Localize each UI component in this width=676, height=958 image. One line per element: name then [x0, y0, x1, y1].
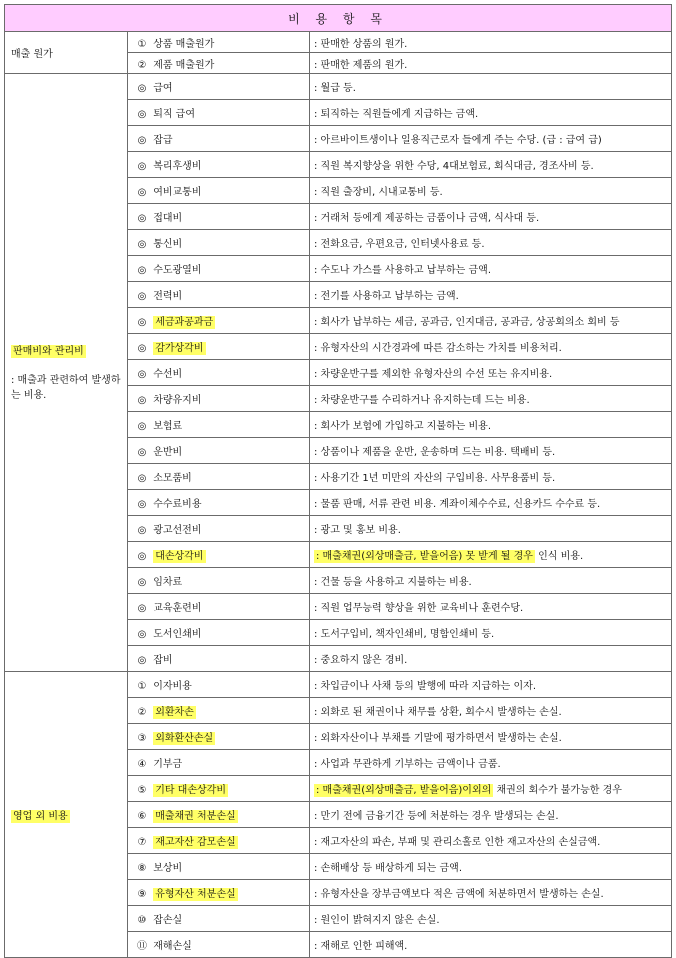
description-cell [310, 594, 672, 620]
item-name: 재해손실 [153, 941, 192, 952]
item-marker: ◎ [137, 265, 147, 276]
description-text: : 건물 등을 사용하고 지불하는 비용. [314, 577, 472, 588]
item-marker: ◎ [137, 161, 147, 172]
description-text: : 유형자산을 장부금액보다 적은 금액에 처분하면서 발생하는 손실. [314, 889, 604, 900]
description-cell [310, 750, 672, 776]
item-marker: ◎ [137, 525, 147, 536]
description-cell [310, 880, 672, 906]
description-text: : 월급 등. [314, 83, 356, 94]
description-cell [310, 932, 672, 958]
item-name: 수선비 [153, 369, 183, 380]
item-marker: ③ [137, 733, 147, 744]
item-name: 재고자산 감모손실 [155, 837, 236, 848]
description-text: : 원인이 밝혀지지 않은 손실. [314, 915, 440, 926]
item-marker: ⑩ [137, 915, 147, 926]
item-marker: ◎ [137, 135, 147, 146]
description-cell [310, 516, 672, 542]
item-name: 기부금 [153, 759, 183, 770]
item-name: 잡급 [153, 135, 173, 146]
item-cell [128, 100, 310, 126]
description-text: : 수도나 가스를 사용하고 납부하는 금액. [314, 265, 492, 276]
item-name: 잡비 [153, 655, 173, 666]
description-text: 채권의 회수가 불가능한 경우 [493, 785, 622, 796]
item-name: 유형자산 처분손실 [155, 889, 236, 900]
description-text: : 광고 및 홍보 비용. [314, 525, 401, 536]
item-marker: ◎ [137, 317, 147, 328]
description-cell [310, 724, 672, 750]
item-cell [128, 802, 310, 828]
table-body [5, 32, 672, 958]
item-name: 교육훈련비 [153, 603, 202, 614]
item-cell [128, 178, 310, 204]
item-name: 전력비 [153, 291, 183, 302]
item-name: 제품 매출원가 [153, 59, 215, 71]
item-name: 수도광열비 [153, 265, 202, 276]
description-text: : 도서구입비, 책자인쇄비, 명함인쇄비 등. [314, 629, 495, 640]
item-marker: ⑪ [137, 941, 147, 952]
item-cell [128, 698, 310, 724]
description-cell [310, 256, 672, 282]
description-cell [310, 53, 672, 74]
description-text: : 회사가 납부하는 세금, 공과금, 인지대금, 공과금, 상공회의소 회비 등 [314, 317, 620, 328]
item-cell [128, 282, 310, 308]
item-marker: ⑧ [137, 863, 147, 874]
item-name: 임차료 [153, 577, 183, 588]
description-text: : 중요하지 않은 경비. [314, 655, 408, 666]
description-text: 인식 비용. [534, 551, 584, 562]
expense-table [4, 4, 672, 958]
item-marker: ◎ [137, 109, 147, 120]
item-marker: ◎ [137, 343, 147, 354]
item-name: 보험료 [153, 421, 183, 432]
item-marker: ◎ [137, 473, 147, 484]
description-cell [310, 438, 672, 464]
item-marker: ④ [137, 759, 147, 770]
description-cell [310, 568, 672, 594]
item-cell [128, 594, 310, 620]
item-cell [128, 932, 310, 958]
description-text: : 상품이나 제품을 운반, 운송하며 드는 비용. 택배비 등. [314, 447, 556, 458]
description-cell [310, 204, 672, 230]
description-highlight: : 매출채권(외상매출금, 받을어음)이외의 [316, 785, 492, 796]
description-text: : 외화로 된 채권이나 채무를 상환, 회수시 발생하는 손실. [314, 707, 562, 718]
item-marker: ② [137, 707, 147, 718]
item-cell [128, 126, 310, 152]
item-marker: ⑨ [137, 889, 147, 900]
description-text: : 판매한 상품의 원가. [314, 38, 408, 50]
description-cell [310, 542, 672, 568]
description-text: : 차량운반구를 제외한 유형자산의 수선 또는 유지비용. [314, 369, 553, 380]
category-cell [5, 32, 128, 74]
description-cell [310, 152, 672, 178]
table-row [5, 74, 672, 100]
item-cell [128, 438, 310, 464]
description-text: : 직원 업무능력 향상을 위한 교육비나 훈련수당. [314, 603, 524, 614]
item-name: 퇴직 급여 [153, 109, 196, 120]
item-name: 감가상각비 [155, 343, 204, 354]
item-cell [128, 308, 310, 334]
description-text: : 외화자산이나 부채를 기말에 평가하면서 발생하는 손실. [314, 733, 562, 744]
description-text: : 재고자산의 파손, 부패 및 관리소홀로 인한 재고자산의 손실금액. [314, 837, 601, 848]
item-name: 광고선전비 [153, 525, 202, 536]
description-text: : 전화요금, 우편요금, 인터넷사용료 등. [314, 239, 485, 250]
description-text: : 회사가 보험에 가입하고 지불하는 비용. [314, 421, 492, 432]
item-cell [128, 516, 310, 542]
description-text: : 아르바이트생이나 일용직근로자 들에게 주는 수당. (급 : 급여 급) [314, 135, 602, 146]
description-text: : 사업과 무관하게 기부하는 금액이나 금품. [314, 759, 501, 770]
description-cell [310, 854, 672, 880]
item-cell [128, 854, 310, 880]
item-cell [128, 906, 310, 932]
item-name: 보상비 [153, 863, 183, 874]
item-marker: ◎ [137, 421, 147, 432]
item-name: 통신비 [153, 239, 183, 250]
description-text: : 유형자산의 시간경과에 따른 감소하는 가치를 비용처리. [314, 343, 562, 354]
item-name: 수수료비용 [153, 499, 202, 510]
description-text: : 거래처 등에게 제공하는 금품이나 금액, 식사대 등. [314, 213, 540, 224]
item-cell [128, 490, 310, 516]
item-name: 이자비용 [153, 681, 192, 692]
item-cell [128, 620, 310, 646]
item-marker: ◎ [137, 239, 147, 250]
category-label: 판매비와 관리비 [13, 346, 84, 357]
item-cell [128, 464, 310, 490]
item-cell [128, 568, 310, 594]
item-marker: ◎ [137, 369, 147, 380]
item-name: 접대비 [153, 213, 183, 224]
item-name: 외화환산손실 [155, 733, 214, 744]
description-highlight: : 매출채권(외상매출금, 받을어음) 못 받게 될 경우 [316, 551, 533, 562]
description-text: : 차량운반구를 수리하거나 유지하는데 드는 비용. [314, 395, 530, 406]
item-cell [128, 334, 310, 360]
category-label: 매출 원가 [11, 49, 53, 60]
description-cell [310, 100, 672, 126]
item-marker: ◎ [137, 499, 147, 510]
item-marker: ◎ [137, 83, 147, 94]
item-cell [128, 828, 310, 854]
item-marker: ◎ [137, 447, 147, 458]
item-cell [128, 152, 310, 178]
item-marker: ◎ [137, 213, 147, 224]
table-row [5, 672, 672, 698]
description-cell [310, 230, 672, 256]
description-cell [310, 646, 672, 672]
description-cell [310, 360, 672, 386]
item-marker: ⑦ [137, 837, 147, 848]
item-cell [128, 776, 310, 802]
item-marker: ◎ [137, 187, 147, 198]
description-cell [310, 802, 672, 828]
description-cell [310, 412, 672, 438]
item-name: 기타 대손상각비 [155, 785, 226, 796]
description-cell [310, 672, 672, 698]
description-cell [310, 490, 672, 516]
item-cell [128, 256, 310, 282]
description-cell [310, 620, 672, 646]
table-header: 비 용 항 목 [5, 5, 672, 32]
item-cell [128, 32, 310, 53]
description-text: : 손해배상 등 배상하게 되는 금액. [314, 863, 463, 874]
item-cell [128, 412, 310, 438]
description-cell [310, 906, 672, 932]
item-cell [128, 53, 310, 74]
description-text: : 퇴직하는 직원들에게 지급하는 금액. [314, 109, 479, 120]
item-name: 운반비 [153, 447, 183, 458]
description-text: : 물품 판매, 서류 관련 비용. 계좌이체수수료, 신용카드 수수료 등. [314, 499, 601, 510]
item-name: 여비교통비 [153, 187, 202, 198]
description-cell [310, 308, 672, 334]
item-cell [128, 750, 310, 776]
item-cell [128, 646, 310, 672]
description-text: : 직원 복지향상을 위한 수당, 4대보험료, 회식대금, 경조사비 등. [314, 161, 594, 172]
description-cell [310, 74, 672, 100]
description-cell [310, 828, 672, 854]
item-name: 상품 매출원가 [153, 38, 215, 50]
item-cell [128, 386, 310, 412]
description-cell [310, 334, 672, 360]
description-cell [310, 386, 672, 412]
item-cell [128, 74, 310, 100]
item-marker: ⑥ [137, 811, 147, 822]
item-cell [128, 230, 310, 256]
description-text: : 전기를 사용하고 납부하는 금액. [314, 291, 459, 302]
item-name: 복리후생비 [153, 161, 202, 172]
item-cell [128, 672, 310, 698]
item-marker: ① [137, 681, 147, 692]
item-marker: ◎ [137, 551, 147, 562]
item-marker: ◎ [137, 655, 147, 666]
description-cell [310, 698, 672, 724]
description-text: : 직원 출장비, 시내교통비 등. [314, 187, 443, 198]
item-cell [128, 360, 310, 386]
item-marker: ◎ [137, 291, 147, 302]
description-cell [310, 178, 672, 204]
item-name: 소모품비 [153, 473, 192, 484]
description-text: : 재해로 인한 피해액. [314, 941, 408, 952]
item-cell [128, 724, 310, 750]
item-name: 도서인쇄비 [153, 629, 202, 640]
description-text: : 판매한 제품의 원가. [314, 59, 408, 71]
description-cell [310, 32, 672, 53]
item-cell [128, 542, 310, 568]
item-marker: ② [137, 59, 147, 71]
item-name: 대손상각비 [155, 551, 204, 562]
category-description: : 매출과 관련하여 발생하는 비용. [11, 375, 121, 401]
category-cell [5, 672, 128, 958]
item-name: 외환차손 [155, 707, 194, 718]
item-marker: ◎ [137, 577, 147, 588]
description-text: : 만기 전에 금융기간 등에 처분하는 경우 발생되는 손실. [314, 811, 559, 822]
item-name: 차량유지비 [153, 395, 202, 406]
item-marker: ① [137, 38, 147, 50]
description-text: : 차입금이나 사채 등의 발행에 따라 지급하는 이자. [314, 681, 536, 692]
item-cell [128, 204, 310, 230]
description-cell [310, 776, 672, 802]
item-marker: ◎ [137, 629, 147, 640]
item-name: 매출채권 처분손실 [155, 811, 236, 822]
item-name: 세금과공과금 [155, 317, 214, 328]
category-cell [5, 74, 128, 672]
table-row [5, 32, 672, 53]
item-name: 잡손실 [153, 915, 183, 926]
description-cell [310, 464, 672, 490]
item-marker: ◎ [137, 603, 147, 614]
item-name: 급여 [153, 83, 173, 94]
description-cell [310, 126, 672, 152]
description-text: : 사용기간 1년 미만의 자산의 구입비용. 사무용품비 등. [314, 473, 556, 484]
description-cell [310, 282, 672, 308]
item-marker: ⑤ [137, 785, 147, 796]
item-marker: ◎ [137, 395, 147, 406]
category-label: 영업 외 비용 [13, 811, 68, 822]
item-cell [128, 880, 310, 906]
